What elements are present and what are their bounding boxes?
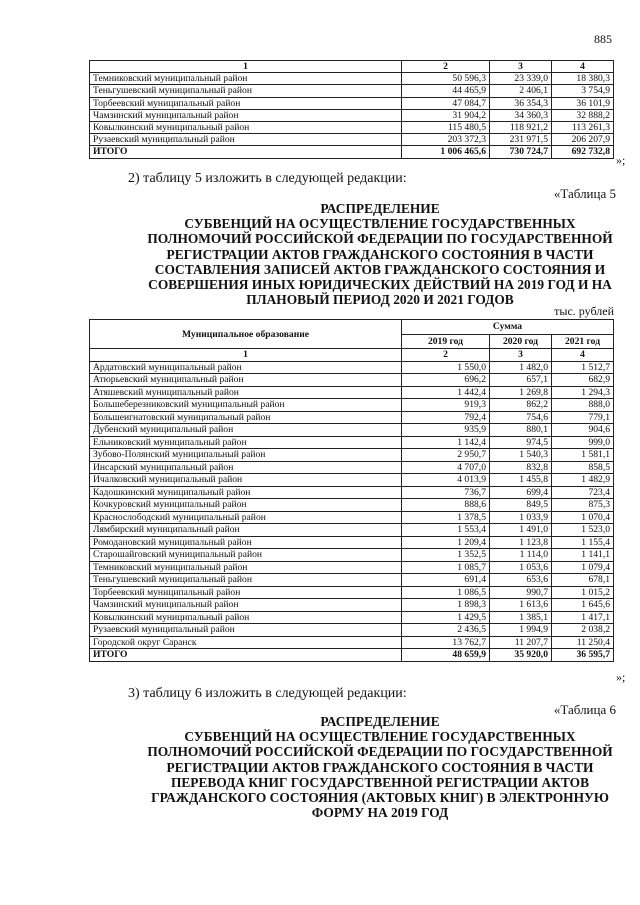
value-cell: 44 465,9 — [402, 85, 490, 97]
value-cell: 657,1 — [490, 374, 552, 387]
municipality-name: Темниковский муниципальный район — [90, 561, 402, 574]
value-cell: 2 038,2 — [552, 624, 614, 637]
number-cell: 1 — [90, 349, 402, 362]
header-cell: 1 — [90, 61, 402, 73]
municipality-name: Рузаевский муниципальный район — [90, 624, 402, 637]
municipality-name: Краснослободский муниципальный район — [90, 511, 402, 524]
value-cell: 1 385,1 — [490, 611, 552, 624]
value-cell: 1 033,9 — [490, 511, 552, 524]
value-cell: 888,0 — [552, 399, 614, 412]
table-row — [90, 474, 614, 487]
total-value: 35 920,0 — [490, 649, 552, 662]
value-cell: 2 950,7 — [402, 449, 490, 462]
table-row — [90, 121, 614, 133]
value-cell: 779,1 — [552, 411, 614, 424]
value-cell: 1 085,7 — [402, 561, 490, 574]
header-cell: 2 — [402, 61, 490, 73]
value-cell: 1 540,3 — [490, 449, 552, 462]
table-row — [90, 624, 614, 637]
table-row — [90, 524, 614, 537]
table-closing-quote: »; — [616, 670, 626, 684]
municipality-name: Городской округ Саранск — [90, 636, 402, 649]
municipality-name: Дубенский муниципальный район — [90, 424, 402, 437]
value-cell: 999,0 — [552, 436, 614, 449]
table-row — [90, 73, 614, 85]
table-row — [90, 411, 614, 424]
total-value: 692 732,8 — [552, 146, 614, 158]
value-cell: 754,6 — [490, 411, 552, 424]
table-row — [90, 399, 614, 412]
table-row — [90, 511, 614, 524]
table-row — [90, 436, 614, 449]
heading-line: СОСТАВЛЕНИЯ ЗАПИСЕЙ АКТОВ ГРАЖДАНСКОГО СОСТОЯНИЯ И — [154, 261, 606, 277]
value-cell: 18 380,3 — [552, 73, 614, 85]
table-row — [90, 549, 614, 562]
value-cell: 862,2 — [490, 399, 552, 412]
heading-line: СУБВЕНЦИЙ НА ОСУЩЕСТВЛЕНИЕ ГОСУДАРСТВЕННЫХ — [184, 216, 576, 232]
value-cell: 1 455,8 — [490, 474, 552, 487]
value-cell: 36 354,3 — [490, 97, 552, 109]
municipality-name: Старошайговский муниципальный район — [90, 549, 402, 562]
total-value: 36 595,7 — [552, 649, 614, 662]
table-closing-quote: »; — [616, 153, 626, 167]
value-cell: 691,4 — [402, 574, 490, 587]
municipality-name: Торбеевский муниципальный район — [90, 97, 402, 109]
value-cell: 11 207,7 — [490, 636, 552, 649]
total-value: 730 724,7 — [490, 146, 552, 158]
municipality-name: Чамзинский муниципальный район — [90, 599, 402, 612]
value-cell: 1 442,4 — [402, 386, 490, 399]
value-cell: 36 101,9 — [552, 97, 614, 109]
column-header-sum: Сумма — [402, 320, 614, 335]
municipality-name: Торбеевский муниципальный район — [90, 586, 402, 599]
total-value: 1 006 465,6 — [402, 146, 490, 158]
instruction-table-5: 2) таблицу 5 изложить в следующей редакции: — [128, 171, 407, 186]
value-cell: 880,1 — [490, 424, 552, 437]
value-cell: 682,9 — [552, 374, 614, 387]
value-cell: 1 512,7 — [552, 361, 614, 374]
value-cell: 4 013,9 — [402, 474, 490, 487]
value-cell: 1 209,4 — [402, 536, 490, 549]
municipality-name: Теньгушевский муниципальный район — [90, 574, 402, 587]
number-cell: 3 — [490, 349, 552, 362]
value-cell: 1 114,0 — [490, 549, 552, 562]
heading-line: РАСПРЕДЕЛЕНИЕ — [320, 714, 440, 729]
value-cell: 118 921,2 — [490, 121, 552, 133]
value-cell: 1 613,6 — [490, 599, 552, 612]
table-row — [90, 499, 614, 512]
value-cell: 206 207,9 — [552, 134, 614, 146]
municipality-name: Чамзинский муниципальный район — [90, 109, 402, 121]
heading-line: ГРАЖДАНСКОГО СОСТОЯНИЯ (АКТОВЫХ КНИГ) В ЭЛЕКТРОННУЮ — [151, 790, 609, 806]
value-cell: 11 250,4 — [552, 636, 614, 649]
value-cell: 1 491,0 — [490, 524, 552, 537]
value-cell: 1 417,1 — [552, 611, 614, 624]
municipality-name: Ковылкинский муниципальный район — [90, 611, 402, 624]
municipality-name: Теньгушевский муниципальный район — [90, 85, 402, 97]
heading-line: ПЕРЕВОДА КНИГ ГОСУДАРСТВЕННОЙ РЕГИСТРАЦИИ АКТОВ — [170, 774, 590, 790]
page-number: 885 — [594, 32, 612, 46]
value-cell: 1 482,0 — [490, 361, 552, 374]
year-header: 2021 год — [552, 334, 614, 349]
year-header: 2019 год — [402, 334, 490, 349]
table-row — [90, 574, 614, 587]
municipality-name: Рузаевский муниципальный район — [90, 134, 402, 146]
value-cell: 203 372,3 — [402, 134, 490, 146]
value-cell: 888,6 — [402, 499, 490, 512]
table-header-row — [90, 320, 614, 335]
column-header-municipality: Муниципальное образование — [90, 320, 402, 349]
municipality-name: Инсарский муниципальный район — [90, 461, 402, 474]
value-cell: 1 550,0 — [402, 361, 490, 374]
value-cell: 1 378,5 — [402, 511, 490, 524]
table-row — [90, 361, 614, 374]
number-cell: 2 — [402, 349, 490, 362]
table-row — [90, 561, 614, 574]
year-header: 2020 год — [490, 334, 552, 349]
value-cell: 699,4 — [490, 486, 552, 499]
municipality-name: Атюрьевский муниципальный район — [90, 374, 402, 387]
value-cell: 3 754,9 — [552, 85, 614, 97]
municipality-name: Ромодановский муниципальный район — [90, 536, 402, 549]
table-row — [90, 636, 614, 649]
value-cell: 2 406,1 — [490, 85, 552, 97]
value-cell: 1 141,1 — [552, 549, 614, 562]
value-cell: 115 480,5 — [402, 121, 490, 133]
continued-table — [89, 60, 614, 159]
table-5-heading — [135, 201, 625, 307]
value-cell: 1 553,4 — [402, 524, 490, 537]
municipality-name: Большеберезниковский муниципальный район — [90, 399, 402, 412]
value-cell: 231 971,5 — [490, 134, 552, 146]
municipality-name: Кочкуровский муниципальный район — [90, 499, 402, 512]
table-row — [90, 134, 614, 146]
heading-line: СОВЕРШЕНИЯ ИНЫХ ЮРИДИЧЕСКИХ ДЕЙСТВИЙ НА 2019 ГОД И НА — [148, 277, 612, 293]
value-cell: 1 015,2 — [552, 586, 614, 599]
municipality-name: Лямбирский муниципальный район — [90, 524, 402, 537]
value-cell: 1 482,9 — [552, 474, 614, 487]
heading-line: ПЛАНОВЫЙ ПЕРИОД 2020 И 2021 ГОДОВ — [246, 292, 514, 308]
table-header-row — [90, 61, 614, 73]
value-cell: 678,1 — [552, 574, 614, 587]
value-cell: 858,5 — [552, 461, 614, 474]
total-label: ИТОГО — [90, 649, 402, 662]
value-cell: 849,5 — [490, 499, 552, 512]
value-cell: 653,6 — [490, 574, 552, 587]
heading-line: СУБВЕНЦИЙ НА ОСУЩЕСТВЛЕНИЕ ГОСУДАРСТВЕННЫХ — [184, 729, 576, 745]
heading-line: ФОРМУ НА 2019 ГОД — [311, 805, 449, 821]
value-cell: 2 436,5 — [402, 624, 490, 637]
table-row — [90, 109, 614, 121]
municipality-name: Ковылкинский муниципальный район — [90, 121, 402, 133]
table-row — [90, 536, 614, 549]
municipality-name: Темниковский муниципальный район — [90, 73, 402, 85]
table-row — [90, 486, 614, 499]
value-cell: 23 339,0 — [490, 73, 552, 85]
table-row — [90, 586, 614, 599]
value-cell: 1 429,5 — [402, 611, 490, 624]
table-row — [90, 599, 614, 612]
value-cell: 904,6 — [552, 424, 614, 437]
value-cell: 723,4 — [552, 486, 614, 499]
municipality-name: Ардатовский муниципальный район — [90, 361, 402, 374]
value-cell: 974,5 — [490, 436, 552, 449]
value-cell: 1 053,6 — [490, 561, 552, 574]
value-cell: 919,3 — [402, 399, 490, 412]
table-row — [90, 386, 614, 399]
value-cell: 1 994,9 — [490, 624, 552, 637]
number-cell: 4 — [552, 349, 614, 362]
value-cell: 1 352,5 — [402, 549, 490, 562]
municipality-name: Ельниковский муниципальный район — [90, 436, 402, 449]
value-cell: 1 523,0 — [552, 524, 614, 537]
value-cell: 696,2 — [402, 374, 490, 387]
heading-line: РАСПРЕДЕЛЕНИЕ — [320, 201, 440, 216]
units-label: тыс. рублей — [554, 304, 614, 318]
value-cell: 990,7 — [490, 586, 552, 599]
table-row — [90, 374, 614, 387]
value-cell: 1 079,4 — [552, 561, 614, 574]
value-cell: 1 269,8 — [490, 386, 552, 399]
municipality-name: Зубово-Полянский муниципальный район — [90, 449, 402, 462]
value-cell: 34 360,3 — [490, 109, 552, 121]
table-6-label: «Таблица 6 — [553, 702, 616, 717]
total-row — [90, 146, 614, 158]
instruction-table-6: 3) таблицу 6 изложить в следующей редакции: — [128, 686, 407, 701]
value-cell: 4 707,0 — [402, 461, 490, 474]
value-cell: 32 888,2 — [552, 109, 614, 121]
heading-line: РЕГИСТРАЦИИ АКТОВ ГРАЖДАНСКОГО СОСТОЯНИЯ В ЧАСТИ — [166, 759, 594, 775]
table-5 — [89, 319, 614, 662]
value-cell: 1 142,4 — [402, 436, 490, 449]
header-cell: 4 — [552, 61, 614, 73]
value-cell: 31 904,2 — [402, 109, 490, 121]
value-cell: 13 762,7 — [402, 636, 490, 649]
heading-line: РЕГИСТРАЦИИ АКТОВ ГРАЖДАНСКОГО СОСТОЯНИЯ В ЧАСТИ — [166, 246, 594, 262]
total-value: 48 659,9 — [402, 649, 490, 662]
value-cell: 875,3 — [552, 499, 614, 512]
value-cell: 113 261,3 — [552, 121, 614, 133]
municipality-name: Ичалковский муниципальный район — [90, 474, 402, 487]
table-row — [90, 611, 614, 624]
total-row — [90, 649, 614, 662]
table-row — [90, 85, 614, 97]
table-row — [90, 424, 614, 437]
value-cell: 1 070,4 — [552, 511, 614, 524]
table-number-row — [90, 349, 614, 362]
heading-line: ПОЛНОМОЧИЙ РОССИЙСКОЙ ФЕДЕРАЦИИ ПО ГОСУДАРСТВЕННОЙ — [147, 231, 613, 247]
value-cell: 1 123,8 — [490, 536, 552, 549]
value-cell: 1 898,3 — [402, 599, 490, 612]
value-cell: 47 084,7 — [402, 97, 490, 109]
municipality-name: Большеигнатовский муниципальный район — [90, 411, 402, 424]
value-cell: 1 086,5 — [402, 586, 490, 599]
header-cell: 3 — [490, 61, 552, 73]
value-cell: 792,4 — [402, 411, 490, 424]
value-cell: 736,7 — [402, 486, 490, 499]
value-cell: 1 581,1 — [552, 449, 614, 462]
value-cell: 1 294,3 — [552, 386, 614, 399]
value-cell: 935,9 — [402, 424, 490, 437]
value-cell: 832,8 — [490, 461, 552, 474]
table-5-label: «Таблица 5 — [553, 186, 616, 201]
value-cell: 50 596,3 — [402, 73, 490, 85]
value-cell: 1 645,6 — [552, 599, 614, 612]
table-row — [90, 461, 614, 474]
table-row — [90, 97, 614, 109]
total-label: ИТОГО — [90, 146, 402, 158]
value-cell: 1 155,4 — [552, 536, 614, 549]
municipality-name: Атяшевский муниципальный район — [90, 386, 402, 399]
table-6-heading — [135, 714, 625, 820]
heading-line: ПОЛНОМОЧИЙ РОССИЙСКОЙ ФЕДЕРАЦИИ ПО ГОСУДАРСТВЕННОЙ — [147, 744, 613, 760]
municipality-name: Кадошкинский муниципальный район — [90, 486, 402, 499]
table-row — [90, 449, 614, 462]
